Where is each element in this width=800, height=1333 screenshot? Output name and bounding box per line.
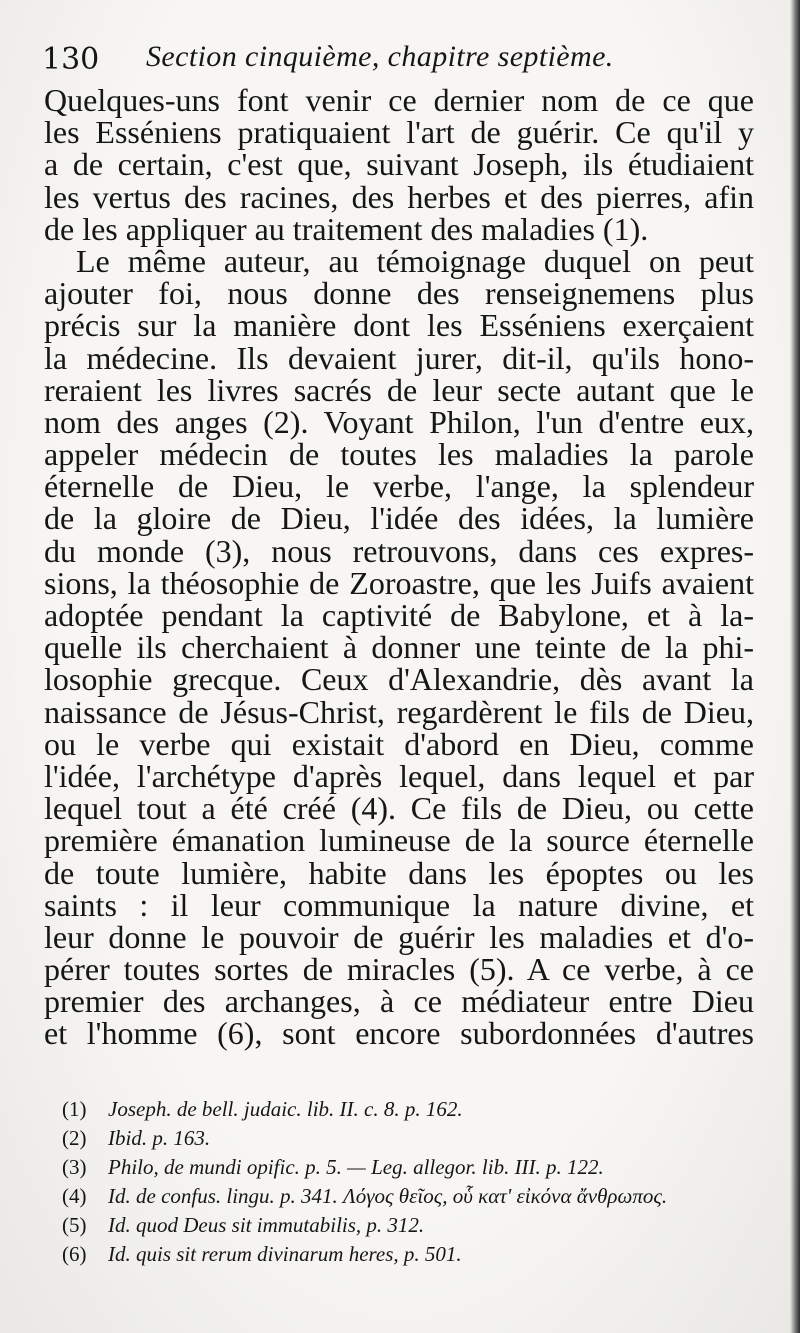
text-line: ou le verbe qui existait d'abord en Dieu, comme — [44, 725, 754, 762]
footnote-number: (4) — [62, 1184, 87, 1208]
footnote — [62, 1211, 762, 1240]
page-edge-shadow — [790, 0, 800, 1333]
footnote-text: Id. quod Deus sit immutabilis, p. 312. — [108, 1213, 425, 1237]
footnote-number: (1) — [62, 1097, 87, 1121]
page-number: 130 — [42, 42, 100, 77]
text-line: naissance de Jésus-Christ, regardèrent le fils de Dieu, — [44, 693, 754, 730]
text-line: l'idée, l'archétype d'après lequel, dans lequel et par — [44, 757, 754, 794]
text-line: les Esséniens pratiquaient l'art de guérir. Ce qu'il y — [44, 114, 754, 151]
text-line: premier des archanges, à ce médiateur entre Dieu — [44, 983, 754, 1020]
footnote-number: (6) — [62, 1242, 87, 1266]
footnote — [62, 1153, 762, 1182]
text-line: losophie grecque. Ceux d'Alexandrie, dès avant la — [44, 661, 754, 698]
footnote — [62, 1182, 762, 1211]
text-line: les vertus des racines, des herbes et des pierres, afin — [44, 178, 754, 215]
text-line: nom des anges (2). Voyant Philon, l'un d'entre eux, — [44, 403, 754, 440]
text-line: quelle ils cherchaient à donner une teinte de la phi- — [44, 629, 754, 666]
text-line: première émanation lumineuse de la source éternelle — [44, 822, 754, 859]
text-line: lequel tout a été créé (4). Ce fils de Dieu, ou cette — [44, 790, 754, 827]
text-line: a de certain, c'est que, suivant Joseph, ils étudiaient — [44, 146, 754, 183]
footnote-text: Philo, de mundi opific. p. 5. — Leg. allegor. lib. III. p. 122. — [108, 1155, 604, 1179]
text-line: reraient les livres sacrés de leur secte autant que le — [44, 371, 754, 408]
text-line: adoptée pendant la captivité de Babylone, et à la- — [44, 597, 754, 633]
footnotes — [62, 1095, 762, 1269]
text-line: du monde (3), nous retrouvons, dans ces expres- — [44, 532, 754, 569]
text-line: la médecine. Ils devaient jurer, dit-il, qu'ils hono- — [44, 339, 754, 376]
footnote — [62, 1095, 762, 1124]
text-line: éternelle de Dieu, le verbe, l'ange, la splendeur — [44, 468, 754, 505]
footnote-number: (2) — [62, 1126, 87, 1150]
text-line: de les appliquer au traitement des maladies (1). — [44, 210, 649, 247]
text-line: leur donne le pouvoir de guérir les maladies et d'o- — [44, 918, 754, 955]
text-line: appeler médecin de toutes les maladies la parole — [44, 436, 754, 473]
text-line: pérer toutes sortes de miracles (5). A ce verbe, à ce — [44, 951, 754, 988]
footnote-text: Id. de confus. lingu. p. 341. Λόγος θεῖος, οὗ κατ' εἰκόνα ἄνθρωπος. — [108, 1184, 668, 1208]
text-line: précis sur la manière dont les Esséniens exerçaient — [44, 307, 754, 344]
footnote-text: Joseph. de bell. judaic. lib. II. c. 8. p. 162. — [108, 1097, 463, 1121]
text-line: de la gloire de Dieu, l'idée des idées, la lumière — [44, 500, 754, 537]
text-line: et l'homme (6), sont encore subordonnées d'autres — [44, 1015, 754, 1052]
text-line: de toute lumière, habite dans les époptes ou les — [44, 854, 754, 891]
footnote — [62, 1124, 762, 1153]
footnote — [62, 1240, 762, 1269]
footnote-number: (3) — [62, 1155, 87, 1179]
text-line: Le même auteur, au témoignage duquel on peut — [76, 242, 754, 279]
footnote-text: Ibid. p. 163. — [108, 1126, 211, 1150]
footnote-text: Id. quis sit rerum divinarum heres, p. 501. — [108, 1242, 462, 1266]
text-line: ajouter foi, nous donne des renseignemens plus — [44, 275, 754, 312]
text-line: sions, la théosophie de Zoroastre, que les Juifs avaient — [44, 564, 754, 601]
text-line: Quelques-uns font venir ce dernier nom de ce que — [44, 82, 754, 118]
main-text — [44, 84, 754, 1050]
text-line: saints : il leur communique la nature divine, et — [44, 886, 754, 923]
running-head: Section cinquième, chapitre septième. — [146, 40, 614, 73]
footnote-number: (5) — [62, 1213, 87, 1237]
page-header — [42, 40, 732, 80]
